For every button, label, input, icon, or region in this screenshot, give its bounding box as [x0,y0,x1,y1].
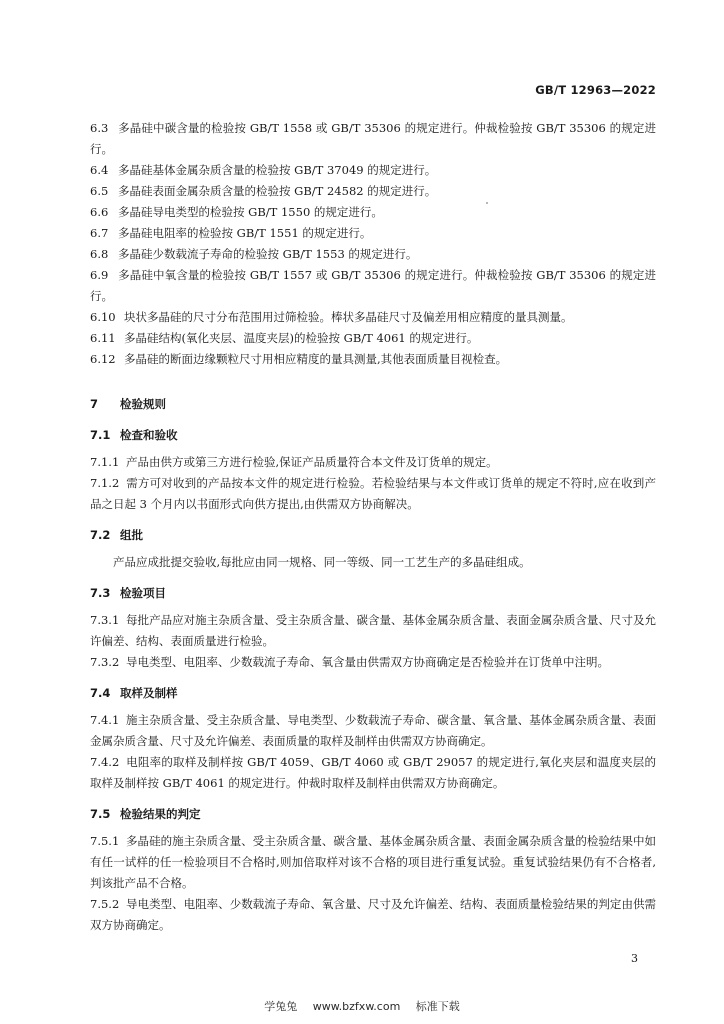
footer-tagline: 标准下载 [415,1000,460,1013]
footer-watermark [0,998,724,1014]
clause-7-5-1: 7.5.1 多晶硅的施主杂质含量、受主杂质含量、碳含量、基体金属杂质含量、表面金属杂质含量的检验结果中如有任一试样的任一检验项目不合格时,则加倍取样对该不合格的项目进行重复试验。重复试验结果仍有不合格者,判该批产品不合格。 [90,834,656,890]
clause-6-6: 6.6 多晶硅导电类型的检验按 GB/T 1550 的规定进行。 [90,205,383,219]
clause-6-12: 6.12 多晶硅的断面边缘颗粒尺寸用相应精度的量具测量,其他表面质量目视检查。 [90,352,508,366]
clause-7-1-2: 7.1.2 需方可对收到的产品按本文件的规定进行检验。若检验结果与本文件或订货单的规定不符时,应在收到产品之日起 3 个月内以书面形式向供方提出,由供需双方协商解决。 [90,476,656,511]
clause-6-11: 6.11 多晶硅结构(氧化夹层、温度夹层)的检验按 GB/T 4061 的规定进行。 [90,331,479,345]
clause-6-7: 6.7 多晶硅电阻率的检验按 GB/T 1551 的规定进行。 [90,226,372,240]
clause-6-10: 6.10 块状多晶硅的尺寸分布范围用过筛检验。棒状多晶硅尺寸及偏差用相应精度的量具测量。 [90,310,573,324]
clause-6-3: 6.3 多晶硅中碳含量的检验按 GB/T 1558 或 GB/T 35306 的规定进行。仲裁检验按 GB/T 35306 的规定进行。 [90,121,656,156]
section-7-3-heading: 7.3 检验项目 [90,586,166,600]
page-number: 3 [631,952,638,965]
section-7-1-heading: 7.1 检查和验收 [90,428,178,442]
clause-7-3-2: 7.3.2 导电类型、电阻率、少数载流子寿命、氧含量由供需双方协商确定是否检验并在订货单中注明。 [90,655,609,669]
section-7-2-heading: 7.2 组批 [90,528,143,542]
clause-7-4-1: 7.4.1 施主杂质含量、受主杂质含量、导电类型、少数载流子寿命、碳含量、氧含量、基体金属杂质含量、表面金属杂质含量、尺寸及允许偏差、表面质量的取样及制样由供需双方协商确定。 [90,713,656,748]
clause-6-4: 6.4 多晶硅基体金属杂质含量的检验按 GB/T 37049 的规定进行。 [90,163,437,177]
clause-7-3-1: 7.3.1 每批产品应对施主杂质含量、受主杂质含量、碳含量、基体金属杂质含量、表面金属杂质含量、尺寸及允许偏差、结构、表面质量进行检验。 [90,613,656,648]
clause-6-8: 6.8 多晶硅少数载流子寿命的检验按 GB/T 1553 的规定进行。 [90,247,418,261]
footer-site-name: 学兔兔 [264,1000,298,1013]
clause-7-1-1: 7.1.1 产品由供方或第三方进行检验,保证产品质量符合本文件及订货单的规定。 [90,455,498,469]
clause-7-4-2: 7.4.2 电阻率的取样及制样按 GB/T 4059、GB/T 4060 或 GB/T 29057 的规定进行,氧化夹层和温度夹层的取样及制样按 GB/T 4061 的规定进行。仲裁时取样及制样由供需双方协商确定。 [90,755,656,790]
standard-number: GB/T 12963—2022 [535,83,656,97]
document-body [90,118,656,936]
clause-6-5: 6.5 多晶硅表面金属杂质含量的检验按 GB/T 24582 的规定进行。 [90,184,437,198]
clause-6-9: 6.9 多晶硅中氧含量的检验按 GB/T 1557 或 GB/T 35306 的规定进行。仲裁检验按 GB/T 35306 的规定进行。 [90,268,656,303]
section-7-4-heading: 7.4 取样及制样 [90,686,178,700]
chapter-7-heading: 7 检验规则 [90,397,166,411]
clause-7-2-text: 产品应成批提交验收,每批应由同一规格、同一等级、同一工艺生产的多晶硅组成。 [113,555,531,569]
clause-7-5-2: 7.5.2 导电类型、电阻率、少数载流子寿命、氧含量、尺寸及允许偏差、结构、表面质量检验结果的判定由供需双方协商确定。 [90,897,656,932]
section-7-5-heading: 7.5 检验结果的判定 [90,807,201,821]
footer-url[interactable]: www.bzfxw.com [312,1000,401,1013]
